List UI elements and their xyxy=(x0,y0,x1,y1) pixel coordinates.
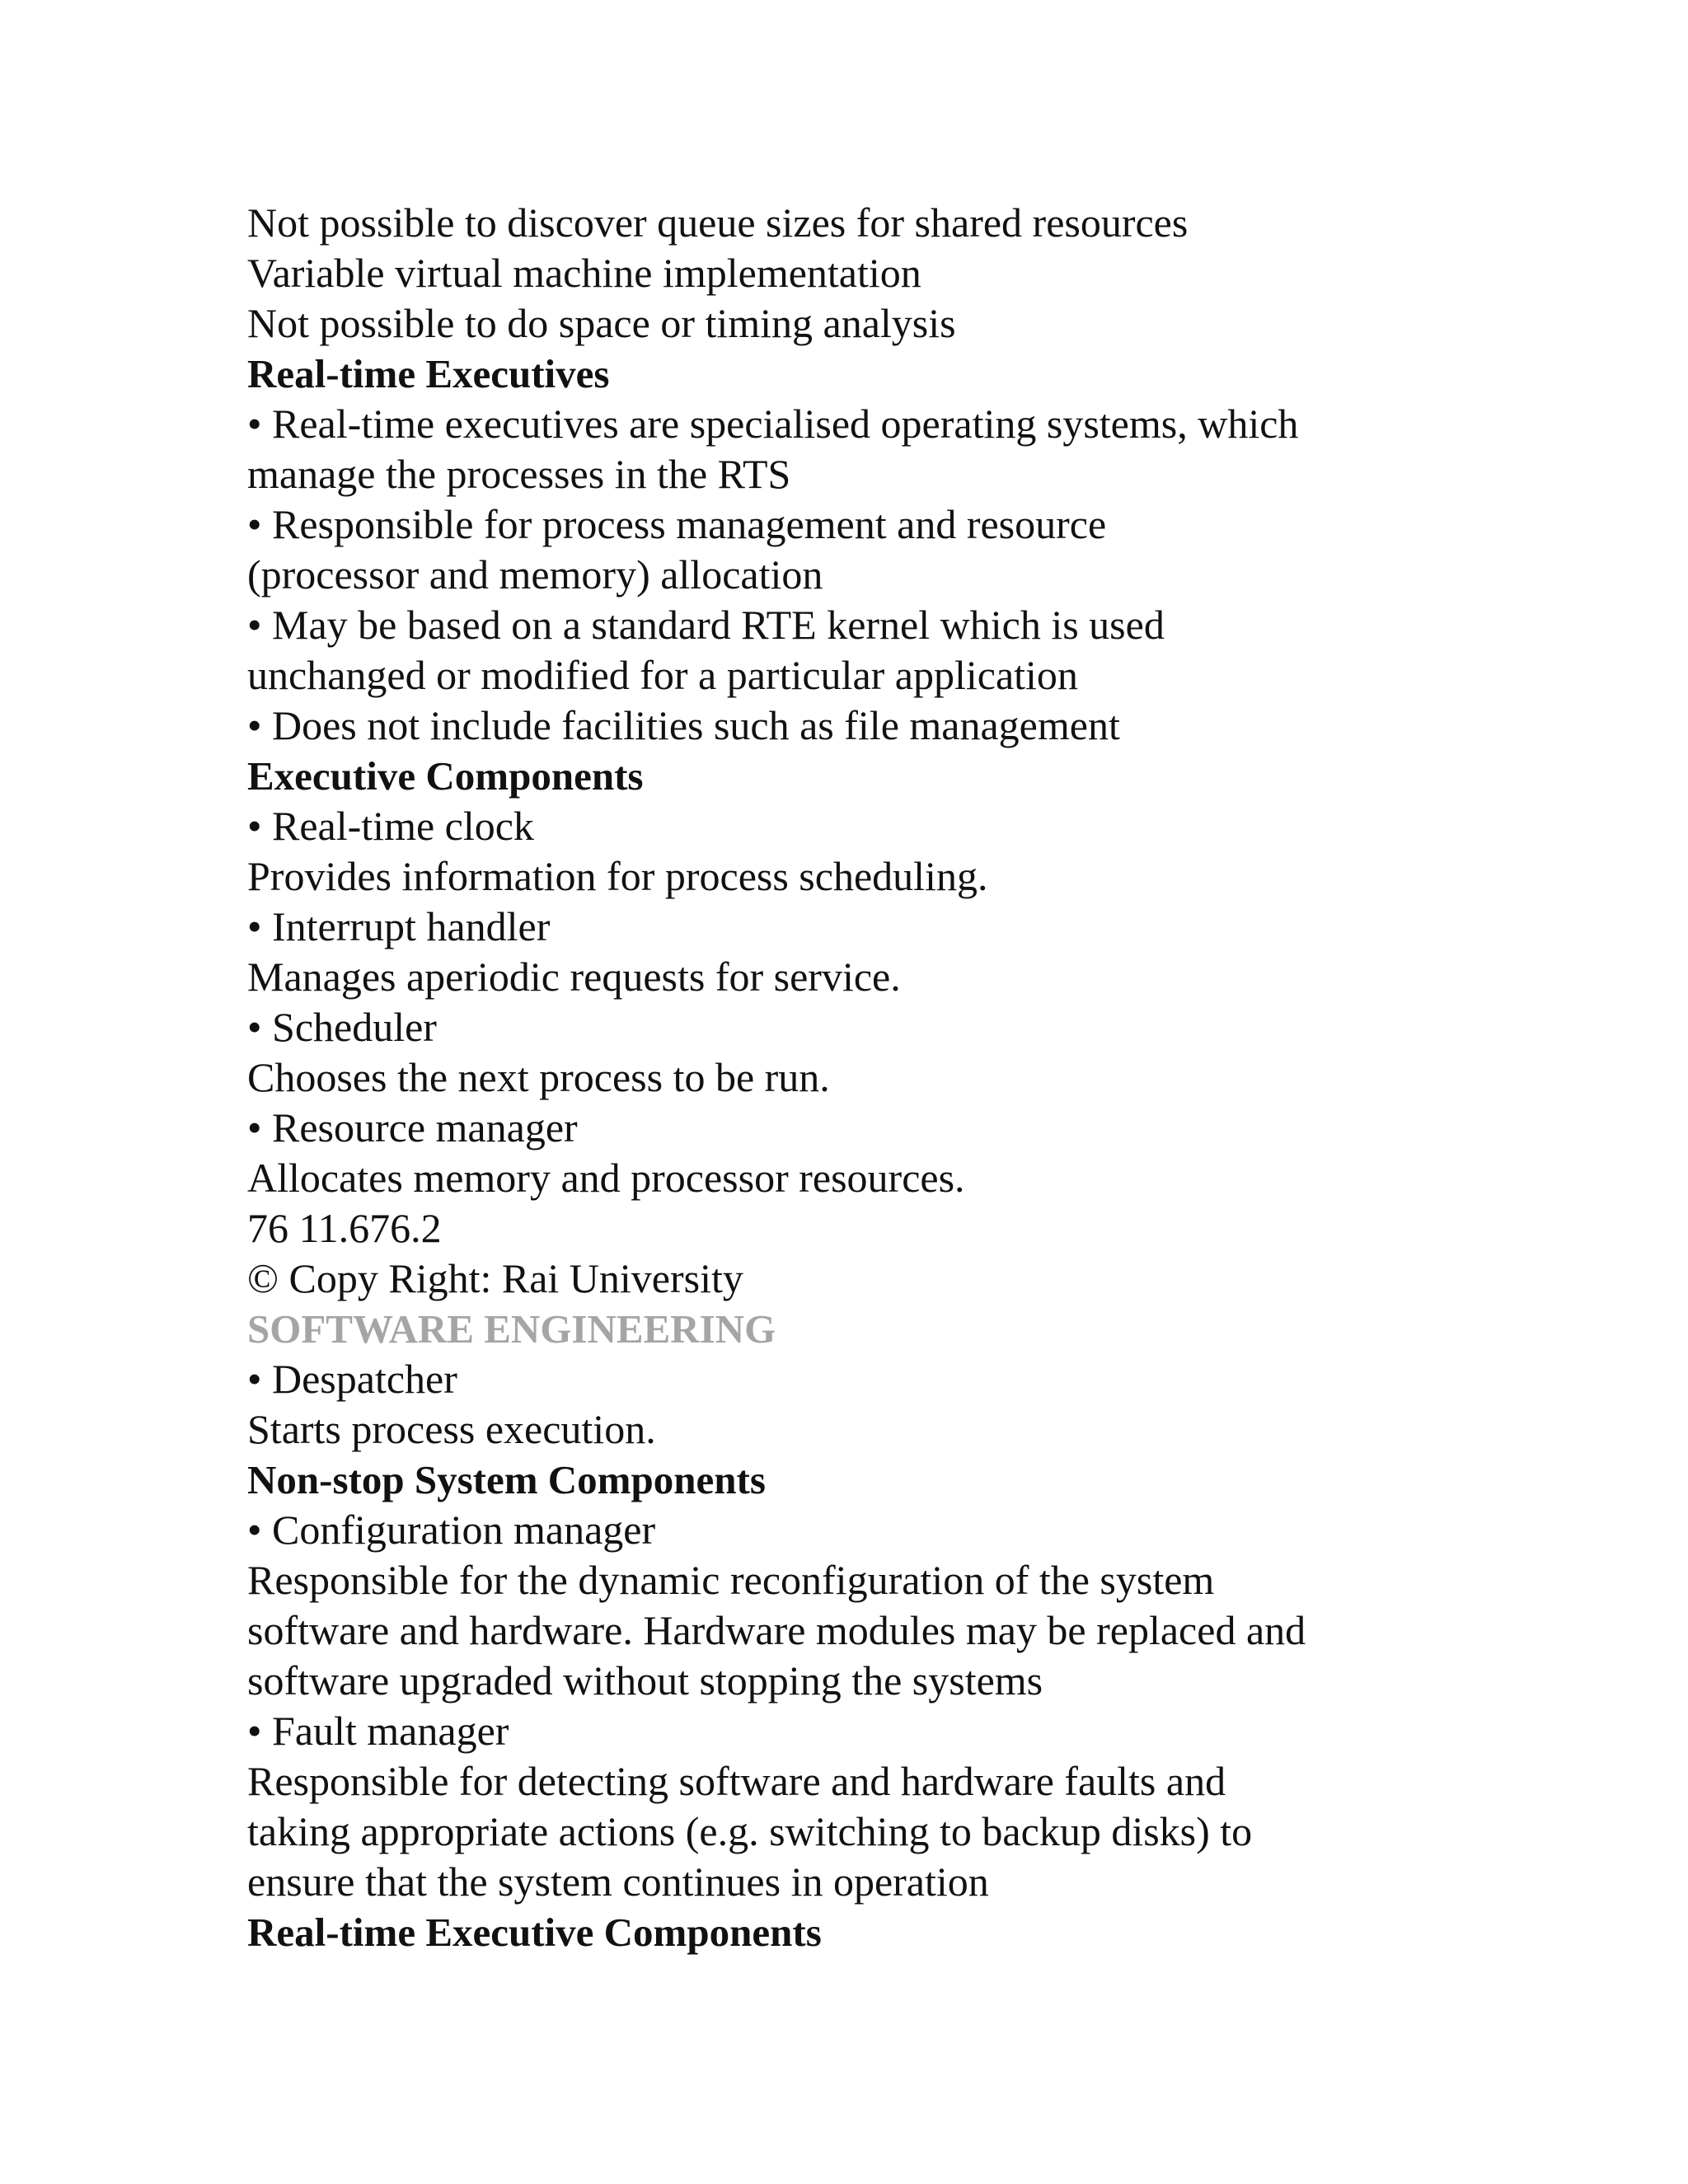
text-line: taking appropriate actions (e.g. switching to backup disks) to xyxy=(247,1808,1253,1854)
text-line: • Real-time clock xyxy=(247,803,534,849)
text-line: • Resource manager xyxy=(247,1104,578,1151)
text-line: Not possible to do space or timing analysis xyxy=(247,300,956,346)
section-heading: Real-time Executives xyxy=(247,351,610,396)
text-line: Responsible for detecting software and hardware faults and xyxy=(247,1758,1226,1804)
text-line: unchanged or modified for a particular application xyxy=(247,652,1078,698)
subject-header: SOFTWARE ENGINEERING xyxy=(247,1306,776,1352)
text-line: software upgraded without stopping the systems xyxy=(247,1657,1043,1704)
text-line: Starts process execution. xyxy=(247,1406,656,1452)
text-line: • Real-time executives are specialised operating systems, which xyxy=(247,401,1299,447)
text-line: Provides information for process scheduling. xyxy=(247,853,988,899)
text-line: • Configuration manager xyxy=(247,1507,656,1553)
text-line: Allocates memory and processor resources. xyxy=(247,1155,965,1201)
text-line: Manages aperiodic requests for service. xyxy=(247,954,901,1000)
text-line: Chooses the next process to be run. xyxy=(247,1054,830,1100)
section-heading: Real-time Executive Components xyxy=(247,1910,822,1955)
text-line: • Scheduler xyxy=(247,1004,437,1050)
document-page xyxy=(247,198,1484,1957)
section-heading: Executive Components xyxy=(247,753,644,799)
page-footer-line: 76 11.676.2 xyxy=(247,1205,442,1251)
text-line: • Despatcher xyxy=(247,1356,457,1402)
text-line: manage the processes in the RTS xyxy=(247,451,791,497)
text-line: • Responsible for process management and resource xyxy=(247,501,1107,547)
text-line: • Fault manager xyxy=(247,1708,509,1754)
text-line: Not possible to discover queue sizes for shared resources xyxy=(247,199,1189,246)
text-line: ensure that the system continues in operation xyxy=(247,1858,989,1905)
page-footer-line: © Copy Right: Rai University xyxy=(247,1255,743,1301)
text-line: Variable virtual machine implementation xyxy=(247,250,921,296)
text-line: • May be based on a standard RTE kernel which is used xyxy=(247,602,1165,648)
text-line: (processor and memory) allocation xyxy=(247,551,823,598)
text-line: Responsible for the dynamic reconfiguration of the system xyxy=(247,1557,1215,1603)
section-heading: Non-stop System Components xyxy=(247,1457,766,1502)
text-line: • Interrupt handler xyxy=(247,903,551,949)
text-line: software and hardware. Hardware modules may be replaced and xyxy=(247,1607,1306,1653)
text-line: • Does not include facilities such as file management xyxy=(247,702,1120,748)
